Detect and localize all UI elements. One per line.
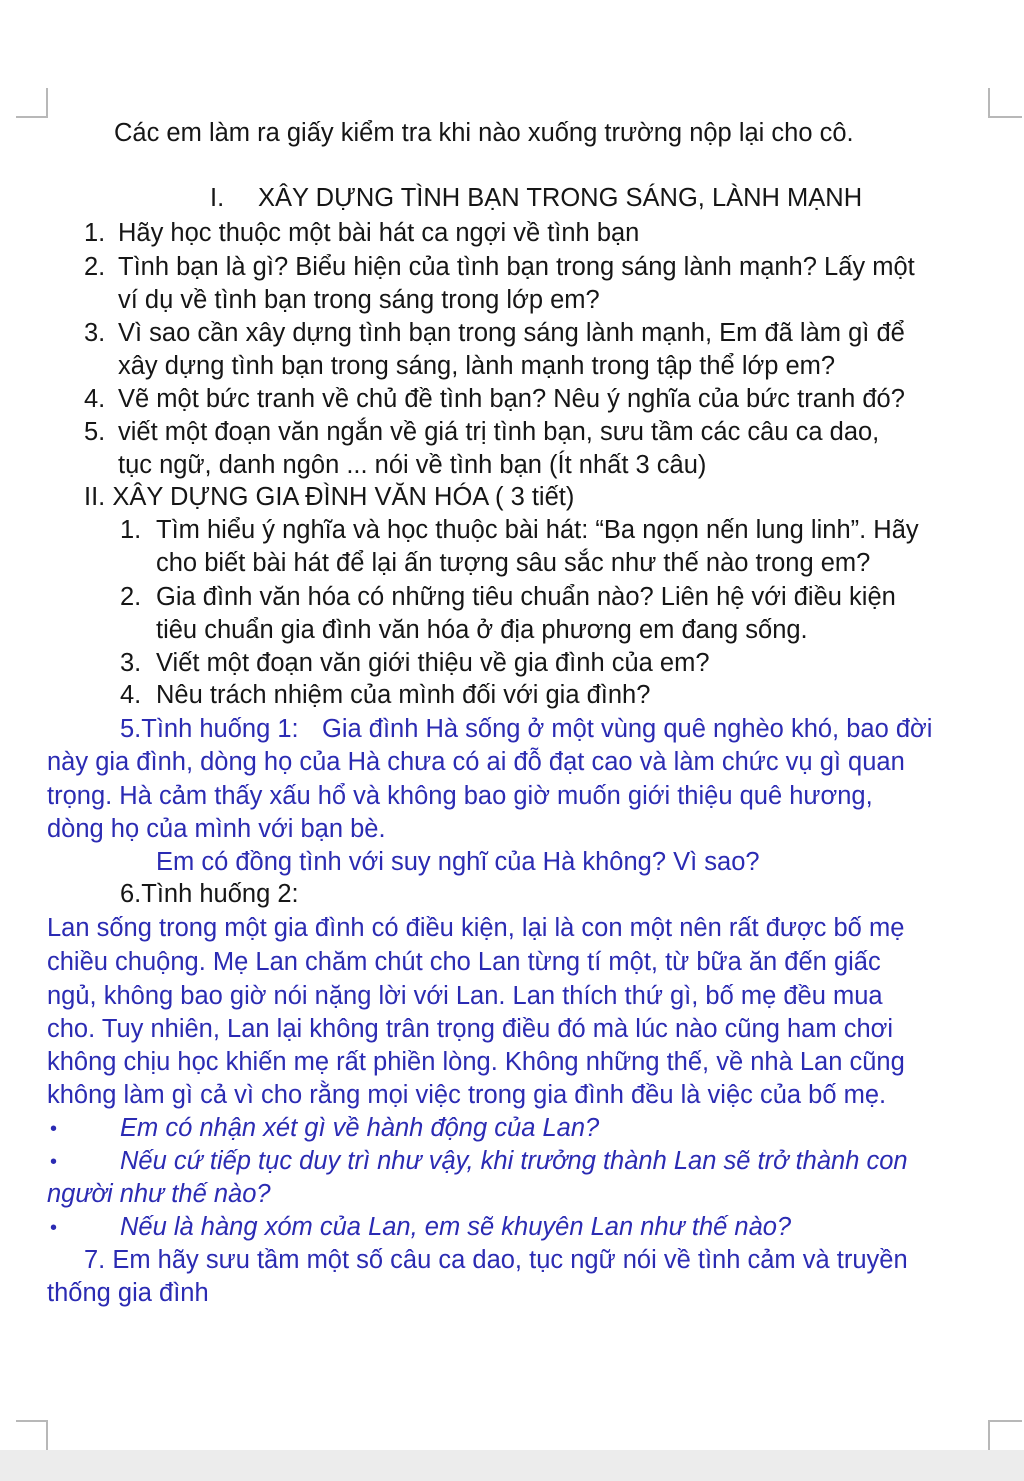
case2-line5: không chịu học khiến mẹ rất phiền lòng. Không những thế, về nhà Lan cũng — [47, 1048, 905, 1076]
s1-item5-line2: tục ngữ, danh ngôn ... nói về tình bạn (Ít nhất 3 câu) — [118, 451, 707, 479]
corner-mark-top-left — [16, 88, 48, 118]
case2-q1-line1: Em có nhận xét gì về hành động của Lan? — [120, 1114, 600, 1142]
s2-item1-num: 1. — [120, 516, 142, 544]
case2-line2: chiều chuộng. Mẹ Lan chăm chút cho Lan từng tí một, từ bữa ăn đến giấc — [47, 948, 881, 976]
case1-heading: 5.Tình huống 1: — [120, 715, 299, 743]
case2-q2-line1: Nếu cứ tiếp tục duy trì như vậy, khi trưởng thành Lan sẽ trở thành con — [120, 1147, 908, 1175]
s2-item1-line1: Tìm hiểu ý nghĩa và học thuộc bài hát: “Ba ngọn nến lung linh”. Hãy — [156, 516, 919, 544]
case1-line2: này gia đình, dòng họ của Hà chưa có ai đỗ đạt cao và làm chức vụ gì quan — [47, 748, 905, 776]
s1-item5-line1: viết một đoạn văn ngắn về giá trị tình bạn, sưu tầm các câu ca dao, — [118, 418, 880, 446]
corner-mark-bottom-left — [16, 1420, 48, 1452]
s1-item3-line2: xây dựng tình bạn trong sáng, lành mạnh trong tập thể lớp em? — [118, 352, 836, 380]
s2-item4-line1: Nêu trách nhiệm của mình đối với gia đình? — [156, 681, 651, 709]
item7-line1: 7. Em hãy sưu tầm một số câu ca dao, tục ngữ nói về tình cảm và truyền — [84, 1246, 908, 1274]
s1-item1-line1: Hãy học thuộc một bài hát ca ngợi về tình bạn — [118, 219, 640, 247]
section1-title: XÂY DỰNG TÌNH BẠN TRONG SÁNG, LÀNH MẠNH — [258, 184, 863, 212]
case2-q2-line2: người như thế nào? — [47, 1180, 271, 1208]
s1-item1-num: 1. — [84, 219, 106, 247]
s1-item2-line2: ví dụ về tình bạn trong sáng trong lớp em? — [118, 286, 600, 314]
corner-mark-bottom-right — [988, 1420, 1022, 1452]
case2-line1: Lan sống trong một gia đình có điều kiện, lại là con một nên rất được bố mẹ — [47, 914, 905, 942]
section1-number: I. — [210, 184, 225, 212]
case1-line4: dòng họ của mình với bạn bè. — [47, 815, 386, 843]
s2-item1-line2: cho biết bài hát để lại ấn tượng sâu sắc như thế nào trong em? — [156, 549, 871, 577]
s2-item2-line1: Gia đình văn hóa có những tiêu chuẩn nào? Liên hệ với điều kiện — [156, 583, 896, 611]
case2-q2-bullet: • — [50, 1151, 58, 1173]
case2-line4: cho. Tuy nhiên, Lan lại không trân trọng điều đó mà lúc nào cũng ham chơi — [47, 1015, 894, 1043]
case2-line6: không làm gì cả vì cho rằng mọi việc trong gia đình đều là việc của bố mẹ. — [47, 1081, 887, 1109]
bottom-strip — [0, 1450, 1024, 1481]
case2-line3: ngủ, không bao giờ nói nặng lời với Lan. Lan thích thứ gì, bố mẹ đều mua — [47, 982, 883, 1010]
corner-mark-top-right — [988, 88, 1022, 118]
intro-text: Các em làm ra giấy kiểm tra khi nào xuống trường nộp lại cho cô. — [114, 119, 854, 147]
s2-item3-num: 3. — [120, 649, 142, 677]
s2-item3-line1: Viết một đoạn văn giới thiệu về gia đình của em? — [156, 649, 710, 677]
s2-item4-num: 4. — [120, 681, 142, 709]
s1-item2-num: 2. — [84, 253, 106, 281]
case1-question: Em có đồng tình với suy nghĩ của Hà không? Vì sao? — [156, 848, 760, 876]
case2-q3-bullet: • — [50, 1217, 58, 1239]
s2-item2-num: 2. — [120, 583, 142, 611]
s1-item2-line1: Tình bạn là gì? Biểu hiện của tình bạn trong sáng lành mạnh? Lấy một — [118, 253, 915, 281]
s1-item4-num: 4. — [84, 385, 106, 413]
s1-item4-line1: Vẽ một bức tranh về chủ đề tình bạn? Nêu ý nghĩa của bức tranh đó? — [118, 385, 905, 413]
case1-line3: trọng. Hà cảm thấy xấu hổ và không bao giờ muốn giới thiệu quê hương, — [47, 782, 873, 810]
item7-line2: thống gia đình — [47, 1279, 209, 1307]
s1-item3-line1: Vì sao cần xây dựng tình bạn trong sáng lành mạnh, Em đã làm gì để — [118, 319, 905, 347]
case2-q1-bullet: • — [50, 1118, 58, 1140]
s1-item3-num: 3. — [84, 319, 106, 347]
s2-item2-line2: tiêu chuẩn gia đình văn hóa ở địa phương em đang sống. — [156, 616, 808, 644]
s1-item5-num: 5. — [84, 418, 106, 446]
section2-title: II. XÂY DỰNG GIA ĐÌNH VĂN HÓA ( 3 tiết) — [84, 483, 575, 511]
case1-line1: Gia đình Hà sống ở một vùng quê nghèo khó, bao đời — [322, 715, 933, 743]
case2-q3-line1: Nếu là hàng xóm của Lan, em sẽ khuyên Lan như thế nào? — [120, 1213, 792, 1241]
case2-heading: 6.Tình huống 2: — [120, 880, 299, 908]
